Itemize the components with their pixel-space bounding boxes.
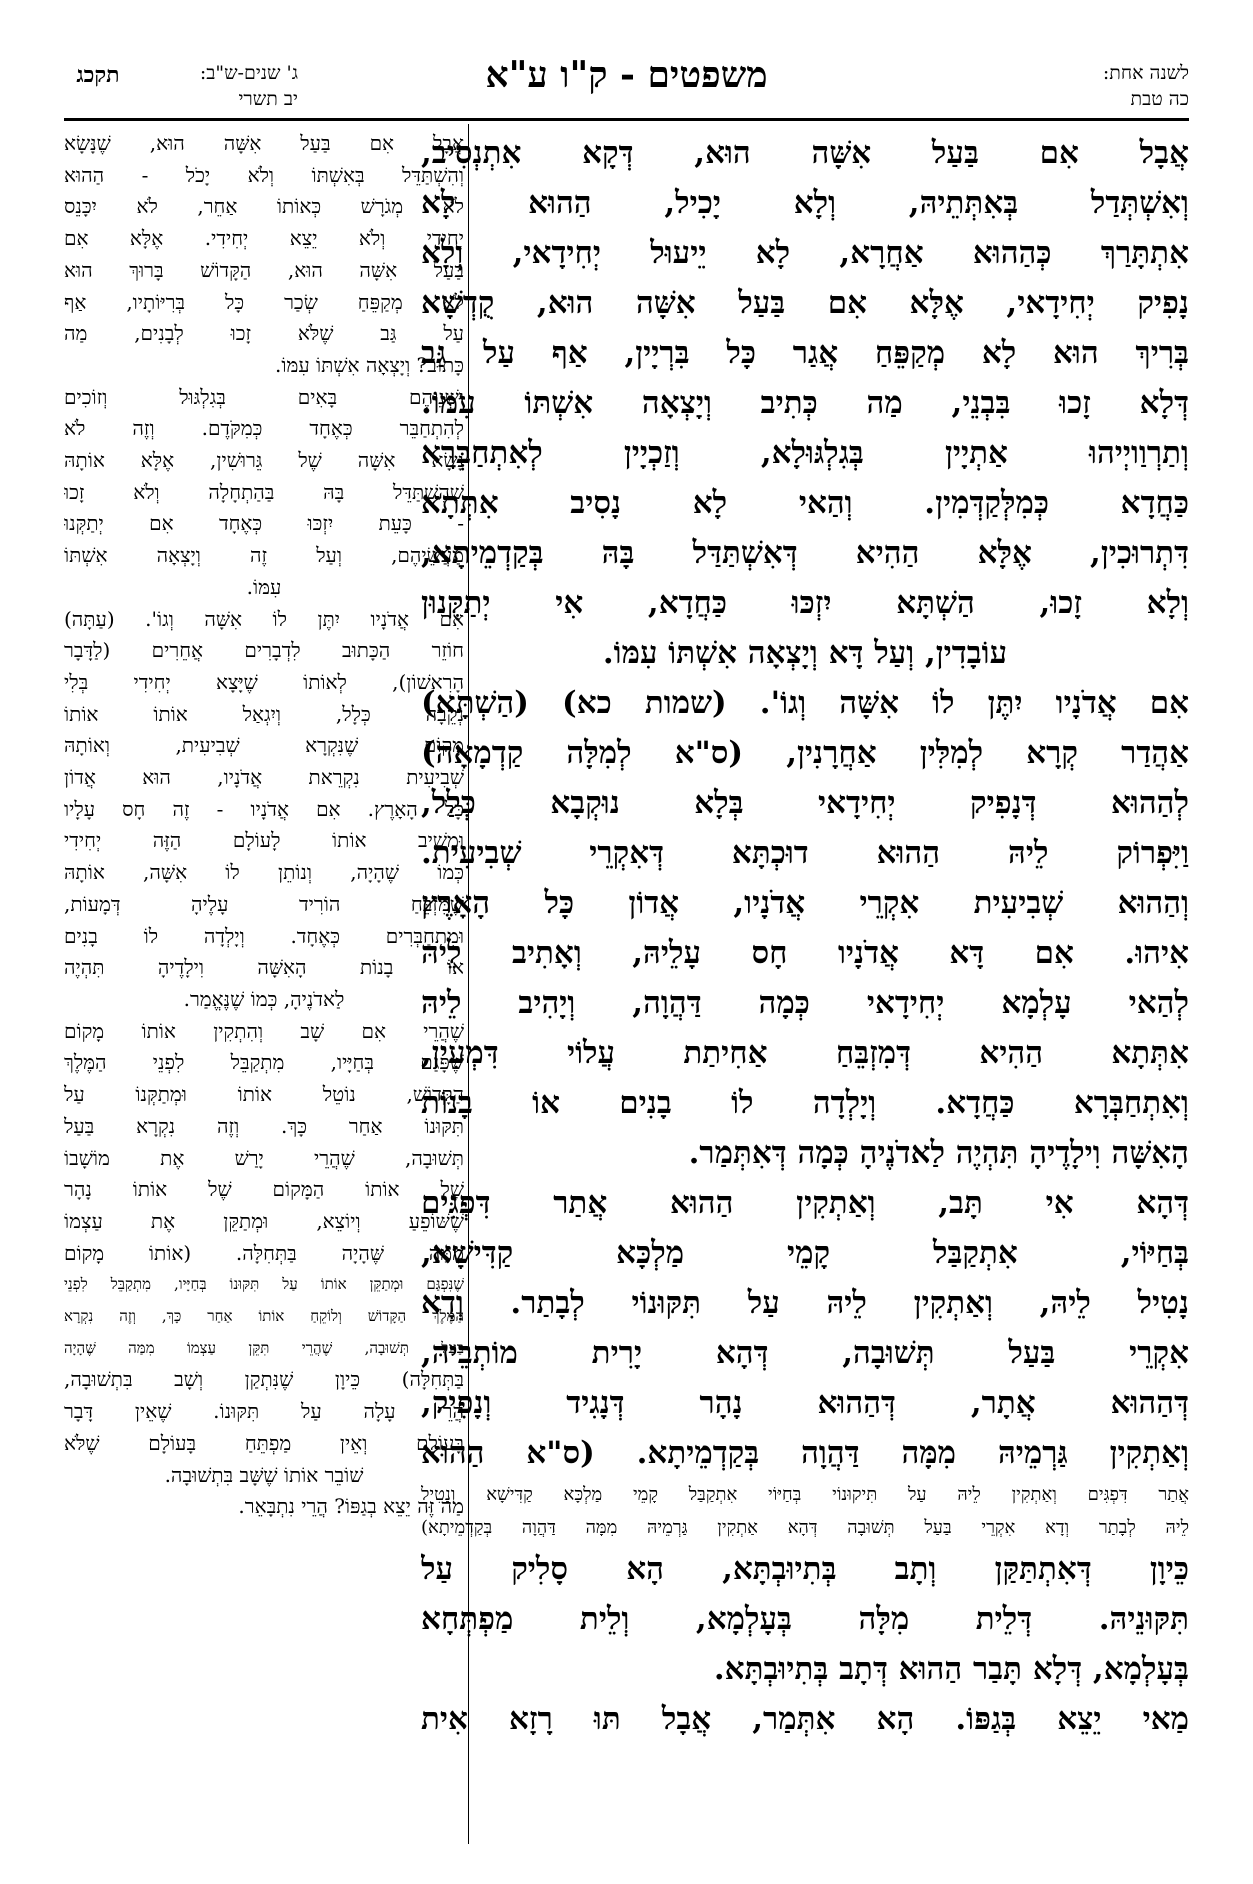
text-line: דְּהַהוּא אֲתָר, דְּהַהוּא נָהָר דְּנָגִיד וְנָפִיק, [421, 1385, 1189, 1421]
text-line: תִּקּוּנוֹ אַחַר כָּךְ. וְזֶה נִקְרָא בַּעַל [64, 1113, 464, 1138]
text-line: דְּלָא זָכוּ בִּבְנֵי, מַה כְּתִיב וְיָצְאָה אִשְׁתּוֹ עִמּוֹ. [421, 385, 1189, 421]
text-line: וְתַרְוַויְיהוּ אַתְיָין בְּגִלְגּוּלָא, וְזַכְיָין לְאִתְחַבְּרָא [421, 435, 1189, 471]
header-divider [64, 118, 1189, 121]
text-line: יְחִידִי וְלֹא יֵצֵא יְחִידִי. אֶלָּא אִם [64, 226, 464, 251]
text-line: וַיִּפְרוֹק לֵיהּ הַהוּא דוּכְתָּא דְּאִקְרֵי שְׁבִיעִית. [421, 835, 1189, 871]
text-line: נְקֵבָה כְּלָל, וְיִגְאַל אוֹתוֹ אוֹתוֹ [64, 701, 464, 726]
text-line: נָטִיל לֵיהּ, וְאַתְקִין לֵיהּ עַל תִּקּוּנוֹי לְבָתַר. וְדָא [421, 1285, 1189, 1321]
text-line: אִיהוּ. אִם דָּא אֲדֹנָיו חָס עָלֵיהּ, וְאָתִיב לֵיהּ [421, 935, 1189, 971]
text-line: בָּעוֹלָם וְאֵין מַפְתֵּחַ בָּעוֹלָם שֶׁלֹּא [64, 1430, 464, 1455]
aramaic-text-column [421, 128, 1189, 1848]
text-line: נָשָׂא אִשָּׁה שֶׁל גֵּרוּשִׁין, אֶלָּא אוֹתָהּ [64, 448, 464, 473]
text-line: לְהַאי עָלְמָא יְחִידָאי כְּמָה דַּהֲוָה, וְיָהִיב לֵיהּ [421, 985, 1189, 1021]
text-line: בַּתְּחִלָּה) כֵּיוָן שֶׁנִּתְקַן וְשָׁב בִּתְשׁוּבָה, [64, 1367, 464, 1392]
hebrew-translation-column [64, 128, 464, 1848]
text-line: שֶׁשּׁוֹפֵעַ וְיוֹצֵא, וּמְתַקֵּן אֶת עַצְמוֹ [64, 1208, 464, 1233]
text-line: אִם אֲדֹנָיו יִתֶּן לוֹ אִשָּׁה וְגוֹ'. (עַתָּה) [64, 606, 464, 631]
text-line: שֶׁל אוֹתוֹ הַמָּקוֹם שֶׁל אוֹתוֹ נָהָר [64, 1177, 464, 1202]
schedule-label: ג' שנים-ש"ב: [199, 62, 298, 84]
text-line: הָאִשָּׁה וִילָדֶיהָ תִּהְיֶה לַאדֹנֶיהָ כְּמָה דְּאִתְּמַר. [688, 1135, 1189, 1171]
text-line: כֵּיוָן דְּאִתְתַּקַּן וְתָב בְּתִיוּבְתָּא, הָא סָלִיק עַל [421, 1551, 1189, 1587]
text-line: וְהִשְׁתַּדֵּל בְּאִשְׁתּוֹ וְלֹא יָכֹל - הַהוּא [64, 162, 464, 187]
schedule-label: לשנה אחת: [1102, 62, 1189, 84]
text-line: לְהִתְחַבֵּר כְּאֶחָד כְּמִקֹּדֶם. וְזֶה לֹא [64, 416, 464, 441]
text-line: לַאדֹנֶיהָ, כְּמוֹ שֶׁנֶּאֱמַר. [183, 986, 345, 1011]
text-line: לְהַהוּא דְּנָפִיק יְחִידָאי בְּלָא נוּקְבָא כְּלַל, [421, 785, 1189, 821]
text-line: בְּעָלְמָא, דְּלָא תָּבַר הַהוּא דְּתָב בְּתִיוּבְתָּא. [713, 1651, 1189, 1687]
text-line: שֶׁהֲרֵי אִם שָׁב וְהִתְקִין אוֹתוֹ מָקוֹם [64, 1018, 464, 1043]
schedule-date: כה טבת [1130, 88, 1189, 110]
page-number: תקכג [76, 62, 120, 88]
text-line: בַּעַל תְּשׁוּבָה, שֶׁהֲרֵי תִּקֵּן עַצְמוֹ מִמַּה שֶּׁהָיָה [64, 1338, 464, 1357]
text-line: לֹא מְקַפֵּחַ שְׂכַר כָּל בְּרִיּוֹתָיו, אַף [64, 289, 464, 314]
text-line: אִתְּתָא הַהִיא דְּמִזְבֵּחַ אַחִיתַת עֲלוֹי דִּמְעִין, [421, 1035, 1189, 1071]
text-line: דְּהָא אִי תָּב, וְאַתְקִין הַהוּא אֲתַר דִּפְגִּים [421, 1185, 1189, 1221]
text-line: אוֹ בָנוֹת הָאִשָּׁה וִילָדֶיהָ תִּהְיֶה [64, 955, 464, 980]
text-line: וְאַתְקִין גַּרְמֵיהּ מִמָּה דַּהֲוָה בְּקַדְמֵיתָא. (ס"א הַהוּא [421, 1435, 1189, 1471]
text-line: לֵיהּ לְבָתַר וְדָא אִקְרֵי בַּעַל תְּשׁוּבָה דְּהָא אַתְקִין גַּרְמֵיהּ מִמָּה דַּהֲוָה בְּקַדְמֵיתָא) [421, 1517, 1189, 1538]
text-line: אֲבָל אִם בַּעַל אִשָּׁה הוּא, דְּקָא אִתְנְסִיב, [421, 135, 1189, 171]
text-line: הַקָּדוֹשׁ, נוֹטֵל אוֹתוֹ וּמְתַקְּנוֹ עַל [64, 1082, 464, 1107]
text-line: שׁוֹבֵר אוֹתוֹ שֶׁשָּׁב בִּתְשׁוּבָה. [164, 1462, 364, 1487]
text-line: מַעֲשֵׂיהֶם, וְעַל זֶה וְיָצְאָה אִשְׁתּוֹ [64, 543, 464, 568]
text-line: שְׁבִיעִית נִקְרֵאת אֲדֹנָיו, הוּא אֲדוֹן [64, 765, 464, 790]
text-line: וּמִתְחַבְּרִים כְּאֶחָד. וְיָלְדָה לוֹ בָנִים [64, 923, 464, 948]
page-header [64, 54, 1189, 112]
text-line: אֲתַר דִּפְגִּים וְאַתְקִין לֵיהּ עַל תִּיקוּנוֹי בְּחַיּוֹי אִתְקַבַּל קָמֵי מַלְכָּא קַדִּישָׁא וְנָטִיל [421, 1484, 1189, 1505]
text-line: אֲבָל אִם בַּעַל אִשָּׁה הוּא, שֶׁנָּשָׂא [64, 131, 464, 155]
text-line: וְלָא זָכוּ, הַשְׁתָּא יִזְכּוּ כַּחֲדָא, אִי יְתַקְּנוּן [421, 585, 1189, 621]
text-line: תְּשׁוּבָה, שֶׁהֲרֵי יָרַשׁ אֶת מוֹשָׁבוֹ [64, 1145, 464, 1170]
page-title: משפטים - ק"ו ע"א [485, 54, 768, 96]
text-line: בַּעַל אִשָּׁה הוּא, הַקָּדוֹשׁ בָּרוּךְ הוּא [64, 257, 464, 282]
text-line: שֶׁפָּגַם בְּחַיָּיו, מִתְקַבֵּל לִפְנֵי הַמֶּלֶךְ [64, 1050, 464, 1075]
text-line: עִמּוֹ. [246, 574, 282, 599]
text-line: וְהַהוּא שְׁבִיעִית אִקְרֵי אֲדֹנָיו, אֲדוֹן כָּל הָאָרֶץ [421, 885, 1189, 921]
text-line: - כָּעֵת יִזְכּוּ כְּאֶחָד אִם יְתַקְּנוּ [64, 511, 464, 536]
text-line: עַל גַּב שֶׁלֹּא זָכוּ לְבָנִים, מַה [64, 321, 464, 346]
text-line: וְאִשְׁתְּדַל בְּאִתְּתֵיהּ, וְלָא יָכִיל, הַהוּא לָא [421, 185, 1189, 221]
text-line: שֶׁנִּפְגַּם וּמְתַקֵּן אוֹתוֹ עַל תִּקּוּנוֹ בְּחַיָּיו, מִתְקַבֵּל לִפְנֵי [64, 1275, 464, 1294]
text-line: אִם אֲדֹנָיו יִתֶּן לוֹ אִשָּׁה וְגוֹ'. (שמות כא) (הַשְׁתָּא) [421, 685, 1189, 721]
daily-schedule-three-years [138, 60, 298, 112]
text-line: עוֹבָדִין, וְעַל דָּא וְיָצְאָה אִשְׁתּוֹ עִמּוֹ. [602, 635, 1008, 671]
text-line: תִּקּוּנֵיהּ. דְּלֵית מִלָּה בְּעָלְמָא, וְלֵית מַפְתְּחָא [421, 1601, 1189, 1637]
text-line: וּשְׁנֵיהֶם בָּאִים בְּגִלְגּוּל וְזוֹכִים [64, 384, 464, 409]
text-line: כָּתוּב? וְיָצְאָה אִשְׁתּוֹ עִמּוֹ. [275, 352, 464, 377]
text-line: חוֹזֵר הַכָּתוּב לִדְבָרִים אֲחֵרִים (לַדָּבָר [64, 638, 464, 663]
text-line: מָקוֹם שֶׁנִּקְרָא שְׁבִיעִית, וְאוֹתָהּ [64, 733, 464, 758]
text-line: כָּל הָאָרֶץ. אִם אֲדֹנָיו - זֶה חָס עָלָיו [64, 796, 464, 821]
text-line: לֹא מְגֹרָשׁ כְּאוֹתוֹ אַחֵר, לֹא יִכָּנֵס [64, 194, 464, 219]
schedule-date: יב תשרי [238, 88, 298, 110]
text-line: הֲרֵי עָלָה עַל תִּקּוּנוֹ. שֶׁאֵין דָּבָר [64, 1399, 464, 1424]
text-line: שֶׁהִשְׁתַּדֵּל בָּהּ בַּהַתְחָלָה וְלֹא זָכוּ [64, 479, 464, 504]
text-line: כַּחֲדָא כְּמִלְּקַדְּמִין. וְהַאי לָא נָסִיב אִתְּתָא [421, 485, 1189, 521]
text-line: מַאי יֵצֵא בְּגַפּוֹ. הָא אִתְּמַר, אֲבָל תּוּ רָזָא אִית [421, 1701, 1189, 1737]
text-line: שֶׁמִּזְבֵּחַ הוֹרִיד עָלֶיהָ דְּמָעוֹת, [64, 891, 464, 916]
text-line: בְּחַיּוֹי, אִתְקַבַּל קָמֵי מַלְכָּא קַדִּישָׁא, [421, 1235, 1189, 1271]
text-line: מִמַּה שֶּׁהָיָה בַּתְּחִלָּה. (אוֹתוֹ מָקוֹם [64, 1240, 464, 1265]
text-line: הָרִאשׁוֹן), לְאוֹתוֹ שֶׁיָּצָא יְחִידִי בְּלִי [64, 669, 464, 694]
text-line: בְּרִיךְ הוּא לָא מְקַפֵּחַ אֲגַר כָּל בִּרְיָין, אַף עַל גַּב [421, 335, 1189, 371]
text-line: אִתְתָּרַךְ כְּהַהוּא אַחֲרָא, לָא יֵיעוּל יְחִידָאי, וְלָא [421, 235, 1189, 271]
text-line: כְּמוֹ שֶׁהָיָה, וְנוֹתֵן לוֹ אִשָּׁה, אוֹתָהּ [64, 860, 464, 885]
text-line: אַהֲדַר קְרָא לְמִלִּין אַחֲרָנִין, (ס"א לְמִלָּה קַדְמָאָה) [421, 735, 1189, 771]
text-line: וּמֵשִׁיב אוֹתוֹ לָעוֹלָם הַזֶּה יְחִידִי [64, 828, 464, 853]
text-line: מַה זֶּה יֵצֵא בְגַפּוֹ? הֲרֵי נִתְבָּאֵר. [238, 1494, 464, 1519]
text-line: הַמֶּלֶךְ הַקָּדוֹשׁ וְלוֹקֵחַ אוֹתוֹ אַחַר כָּךְ, וְזֶה נִקְרָא [64, 1307, 464, 1326]
text-line: נָפִיק יְחִידָאי, אֶלָּא אִם בַּעַל אִשָּׁה הוּא, קֻדְשָׁא [421, 285, 1189, 321]
text-line: וְאִתְחַבְּרָא כַּחֲדָא. וְיָלְדָה לוֹ בָנִים אוֹ בָנוֹת [421, 1085, 1189, 1121]
text-line: דִּתְרוּכִין, אֶלָּא הַהִיא דְּאִשְׁתַּדַּל בָּהּ בְּקַדְמֵיתָא, [421, 535, 1189, 571]
text-line: אִקְרֵי בַּעַל תְּשׁוּבָה, דְּהָא יָרִית מוֹתְבֵיהּ, [421, 1335, 1189, 1371]
